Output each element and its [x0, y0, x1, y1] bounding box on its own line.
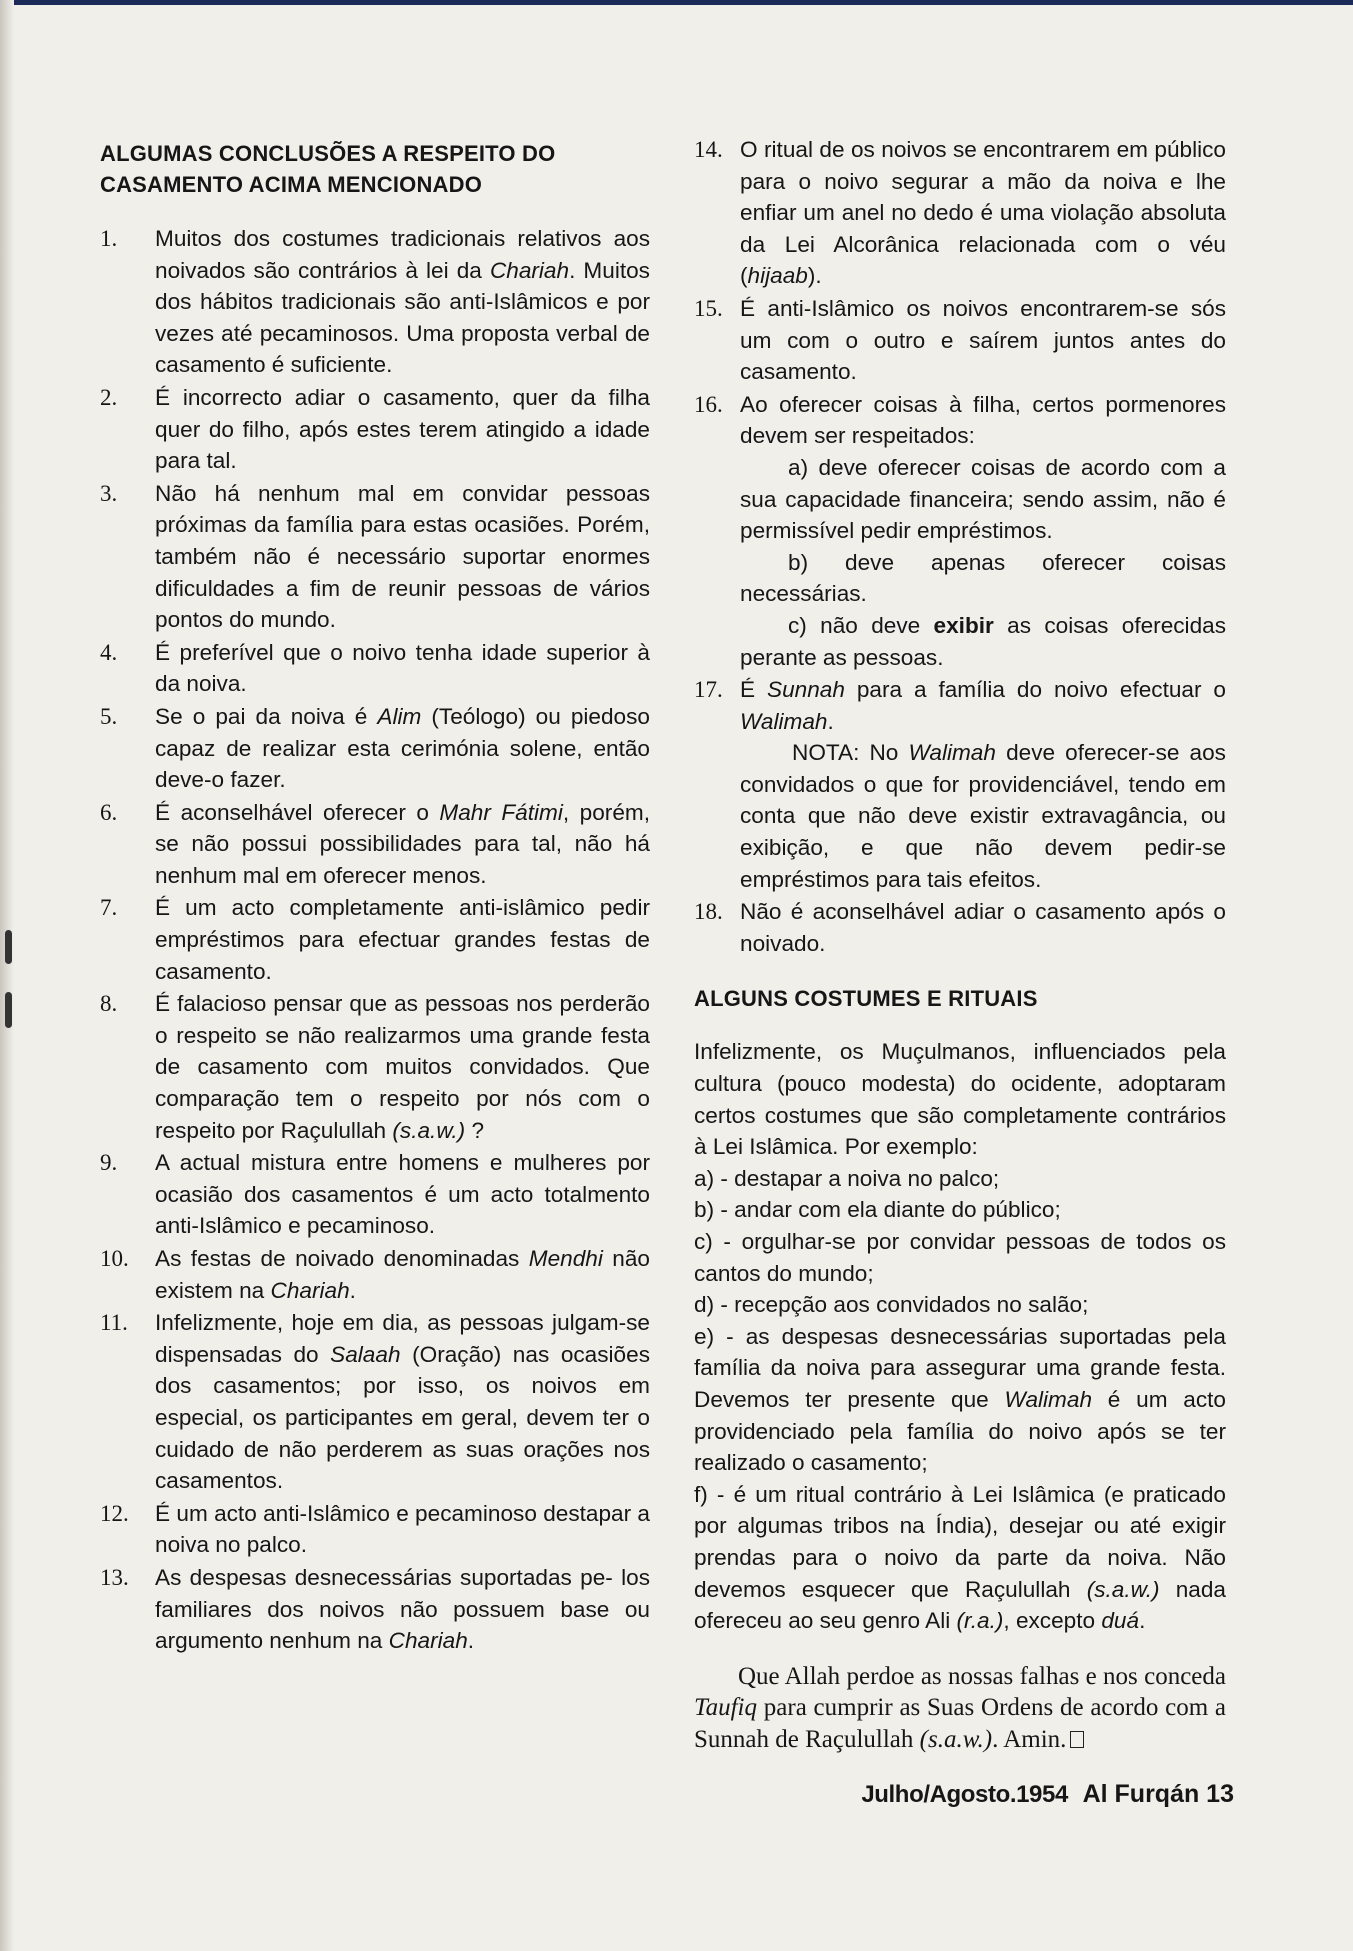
item-number: 12. — [100, 1500, 129, 1526]
list-item — [100, 223, 650, 381]
item-number: 10. — [100, 1246, 129, 1271]
emphasis-text: Taufiq — [694, 1694, 758, 1722]
item-number: 3. — [100, 480, 118, 506]
conclusions-list — [100, 223, 650, 1657]
text-run: c) - orgulhar-se por convidar pessoas de todos os cantos do mundo; — [694, 1229, 1226, 1286]
custom-item — [694, 1479, 1226, 1637]
emphasis-text: (s.a.w.) — [392, 1117, 466, 1143]
customs-intro: Infelizmente, os Muçulmanos, influenciados pela cultura (pouco modesta) do ocidente, adoptaram certos costumes que são completamente contrários à Lei Islâmica. Por exemplo: — [694, 1039, 1226, 1160]
text-run: É um acto anti-Islâmico e pecaminoso destapar a noiva no palco. — [155, 1500, 650, 1558]
text-run: para cumprir as Suas Ordens de acordo com a Sunnah de Raçulullah — [694, 1694, 1226, 1753]
sub-item — [740, 547, 1226, 610]
text-run: Se o pai da noiva é — [155, 703, 378, 729]
emphasis-text: Chariah — [489, 257, 570, 283]
emphasis-text: Chariah — [388, 1628, 468, 1654]
item-number: 18. — [694, 899, 723, 925]
item-number: 15. — [694, 295, 723, 321]
custom-item — [694, 1163, 1226, 1195]
text-run: É um acto completamente anti-islâmico pedir empréstimos para efectuar grandes festas de casamento. — [155, 895, 650, 984]
top-edge-bar — [0, 0, 1353, 5]
custom-item — [694, 1321, 1226, 1479]
conclusions-heading: ALGUMAS CONCLUSÕES A RESPEITO DO CASAMENTO ACIMA MENCIONADO — [100, 141, 556, 197]
list-item — [100, 1147, 650, 1242]
list-item — [100, 1243, 650, 1306]
text-run: . — [1139, 1608, 1146, 1634]
emphasis-text: Mahr Fátimi — [439, 799, 563, 825]
sub-item — [740, 610, 1226, 673]
item-number: 2. — [100, 384, 118, 410]
item-text — [155, 1498, 650, 1561]
text-run: não existem na — [155, 1246, 650, 1303]
item-text — [155, 701, 650, 796]
text-run: A actual mistura entre homens e mulheres por ocasião dos casamentos é um acto totalmento anti-Islâmico e pecaminoso. — [155, 1150, 650, 1239]
item-text — [740, 293, 1226, 388]
emphasis-text: (r.a.) — [956, 1608, 1004, 1634]
left-column — [100, 138, 650, 1658]
custom-item — [694, 1289, 1226, 1321]
text-run: . Muitos dos hábitos tradicionais são anti-Islâmicos e por vezes até pecaminosos. Uma proposta verbal de casamento é suficiente. — [155, 257, 650, 378]
item-text — [740, 134, 1226, 292]
binding-mark — [5, 930, 12, 964]
emphasis-text: Walimah — [908, 740, 996, 766]
text-run: b) deve apenas oferecer coisas necessárias. — [740, 549, 1226, 607]
customs-heading: ALGUNS COSTUMES E RITUAIS — [694, 986, 1038, 1012]
text-run: b) - andar com ela diante do público; — [694, 1197, 1061, 1223]
item-number: 6. — [100, 799, 118, 825]
text-run: ). — [807, 263, 822, 289]
item-text — [740, 674, 1226, 737]
item-text — [155, 1307, 650, 1497]
text-run: Muitos dos costumes tradicionais relativos aos noivados são contrários à lei da — [155, 226, 650, 283]
custom-item — [694, 1226, 1226, 1289]
list-item — [100, 797, 650, 892]
emphasis-text: Alim — [377, 703, 422, 729]
right-column — [694, 134, 1226, 1780]
text-run: Que Allah perdoe as nossas falhas e nos conceda — [738, 1662, 1226, 1690]
item-text — [155, 382, 650, 477]
text-run: e) - as despesas desnecessárias suportadas pela família da noiva para assegurar uma grande festa. Devemos ter presente que — [694, 1323, 1226, 1412]
emphasis-text: hijaab — [747, 263, 808, 289]
emphasis-text: Sunnah — [767, 677, 845, 703]
item-text — [155, 988, 650, 1146]
item-number: 17. — [694, 677, 723, 703]
item-text — [155, 1147, 650, 1242]
text-run: Não há nenhum mal em convidar pessoas próximas da família para estas ocasiões. Porém, também não é necessário suportar enormes dificuldades a fim de reunir pessoas de vários pontos do mundo. — [155, 480, 650, 633]
item-note — [740, 737, 1226, 895]
text-run: Infelizmente, hoje em dia, as pessoas julgam-se dispensadas do — [155, 1310, 650, 1367]
text-run: . — [349, 1277, 356, 1303]
text-run: As festas de noivado denominadas — [155, 1246, 529, 1271]
item-text — [155, 223, 650, 381]
customs-list — [694, 1163, 1226, 1637]
list-item — [694, 293, 1226, 388]
list-item — [100, 892, 650, 987]
list-item — [100, 382, 650, 477]
item-number: 5. — [100, 703, 118, 729]
list-item — [100, 637, 650, 700]
text-run: É anti-Islâmico os noivos encontrarem-se sós um com o outro e saírem juntos antes do casamento. — [740, 295, 1226, 385]
issue-date: Julho/Agosto.1954 — [861, 1781, 1068, 1808]
item-text — [155, 478, 650, 636]
text-run: As despesas desnecessárias suportadas pe- los familiares dos noivos não possuem base ou argumento nenhum na — [155, 1564, 650, 1654]
item-number: 16. — [694, 391, 723, 417]
list-item — [100, 701, 650, 796]
item-text — [155, 1562, 650, 1657]
list-item — [694, 896, 1226, 959]
list-item — [694, 389, 1226, 673]
text-run: , excepto — [1003, 1608, 1102, 1634]
emphasis-text: Mendhi — [528, 1246, 603, 1271]
text-run: ? — [465, 1117, 485, 1143]
text-run: . Amin. — [992, 1725, 1067, 1753]
text-run: É incorrecto adiar o casamento, quer da filha quer do filho, após estes terem atingido a idade para tal. — [155, 384, 650, 474]
item-text — [155, 797, 650, 892]
text-run: O ritual de os noivos se encontrarem em público para o noivo segurar a mão da noiva e lhe enfiar um anel no dedo é uma violação absoluta da Lei Alcorânica relacionada com o véu ( — [740, 137, 1226, 289]
emphasis-text: Walimah — [1004, 1386, 1093, 1412]
text-run: NOTA: No — [792, 740, 909, 766]
list-item — [100, 1498, 650, 1561]
text-run: c) não deve — [788, 612, 934, 638]
text-run: Não é aconselhável adiar o casamento após o noivado. — [740, 899, 1226, 956]
text-run: É aconselhável oferecer o — [155, 799, 440, 825]
text-run: a) - destapar a noiva no palco; — [694, 1165, 1000, 1191]
item-text — [155, 637, 650, 700]
list-item — [100, 988, 650, 1146]
conclusions-list-continued — [694, 134, 1226, 959]
bold-text: exibir — [933, 612, 994, 638]
text-run: deve oferecer-se aos convidados o que for providenciável, tendo em conta que não deve existir extravagância, ou exibição, e que não devem pedir-se empréstimos para tais efeitos. — [740, 740, 1226, 892]
list-item — [694, 134, 1226, 292]
item-text — [740, 389, 1226, 452]
list-item — [100, 1562, 650, 1657]
closing-prayer — [694, 1661, 1226, 1756]
end-mark-icon — [1070, 1731, 1084, 1748]
text-run: para a família do noivo efectuar o — [844, 677, 1226, 703]
list-item — [100, 1307, 650, 1497]
magazine-page-number: Al Furqán 13 — [1082, 1780, 1234, 1808]
text-run: d) - recepção aos convidados no salão; — [694, 1292, 1089, 1318]
text-run: É preferível que o noivo tenha idade superior à da noiva. — [155, 639, 650, 697]
custom-item — [694, 1194, 1226, 1226]
text-run: , porém, se não possui possibilidades para tal, não há nenhum mal em oferecer menos. — [155, 799, 650, 888]
item-number: 13. — [100, 1564, 129, 1590]
sub-item — [740, 452, 1226, 547]
item-number: 14. — [694, 137, 723, 162]
item-number: 4. — [100, 639, 118, 665]
emphasis-text: Chariah — [270, 1277, 350, 1303]
item-text — [740, 896, 1226, 959]
text-run: (Teólogo) ou piedoso capaz de realizar esta cerimónia solene, então deve-o fazer. — [155, 703, 650, 793]
binding-mark — [5, 992, 12, 1028]
list-item — [694, 674, 1226, 895]
item-text — [155, 1243, 650, 1306]
list-item — [100, 478, 650, 636]
emphasis-text: (s.a.w.) — [1086, 1576, 1160, 1602]
text-run: É — [740, 677, 767, 703]
page-binding-shadow — [0, 0, 14, 1951]
page-footer — [820, 1780, 1234, 1809]
text-run: Ao oferecer coisas à filha, certos pormenores devem ser respeitados: — [740, 391, 1226, 449]
text-run: É falacioso pensar que as pessoas nos perderão o respeito se não realizarmos uma grande festa de casamento com muitos convidados. Que comparação tem o respeito por nós com o respeito por Raçulullah — [155, 991, 650, 1143]
item-number: 8. — [100, 991, 118, 1017]
item-number: 7. — [100, 895, 118, 921]
text-run: . — [827, 708, 834, 734]
emphasis-text: Salaah — [330, 1341, 401, 1367]
text-run: é um acto providenciado pela família do noivo após se ter realizado o casamento; — [694, 1386, 1226, 1476]
item-text — [155, 892, 650, 987]
item-number: 1. — [100, 226, 118, 251]
emphasis-text: (s.a.w.) — [919, 1725, 993, 1753]
item-number: 11. — [100, 1310, 128, 1336]
text-run: nada ofereceu ao seu genro Ali — [694, 1576, 1226, 1634]
text-run: f) - é um ritual contrário à Lei Islâmica (e praticado por algumas tribos na Índia), desejar ou até exigir prendas para o noivo da parte da noiva. Não devemos esquecer que Raçulullah — [694, 1481, 1226, 1602]
item-number: 9. — [100, 1150, 118, 1176]
text-run: (Oração) nas ocasiões dos casamentos; por isso, os noivos em especial, os participantes em geral, devem ter o cuidado de não perderem as suas orações nos casamentos. — [155, 1341, 650, 1494]
emphasis-text: Walimah — [740, 708, 828, 734]
text-run: . — [467, 1628, 475, 1654]
emphasis-text: duá — [1101, 1608, 1140, 1634]
text-run: a) deve oferecer coisas de acordo com a sua capacidade financeira; sendo assim, não é permissível pedir empréstimos. — [740, 454, 1226, 544]
text-run: as coisas oferecidas perante as pessoas. — [740, 612, 1227, 670]
